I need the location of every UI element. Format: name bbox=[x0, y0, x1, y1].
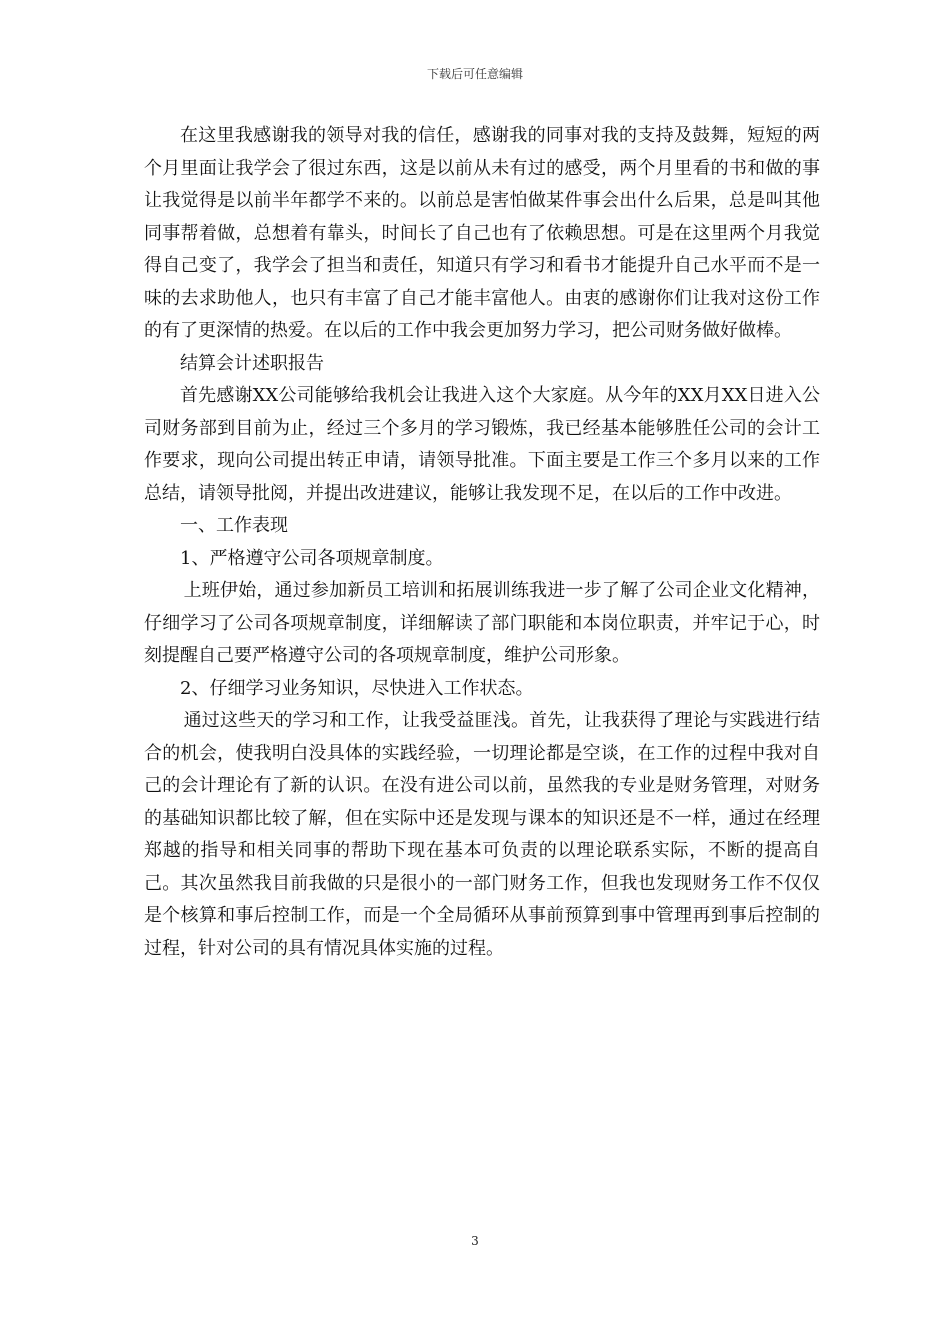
page-header: 下载后可任意编辑 bbox=[426, 67, 523, 81]
page-number: 3 bbox=[471, 1234, 479, 1248]
heading-item-1: 1、严格遵守公司各项规章制度。 bbox=[180, 547, 444, 569]
paragraph-gratitude: 在这里我感谢我的领导对我的信任，感谢我的同事对我的支持及鼓舞，短短的两个月里面让我学会了很过东西，这是以前从未有过的感受，两个月里看的书和做的事让我觉得是以前半年都学不来的。以前总是害怕做某件事会出什么后果，总是叫其他同事帮着做，总想着有靠头，时间长了自己也有了依赖思想。可是在这里两个月我觉得自己变了，我学会了担当和责任，知道只有学习和看书才能提升自己水平而不是一味的去求助他人，也只有丰富了自己才能丰富他人。由衷的感谢你们让我对这份工作的有了更深情的热爱。在以后的工作中我会更加努力学习，把公司财务做好做棒。 bbox=[144, 125, 820, 341]
section-title-report: 结算会计述职报告 bbox=[180, 352, 324, 374]
heading-item-2: 2、仔细学习业务知识，尽快进入工作状态。 bbox=[180, 677, 534, 699]
paragraph-intro: 首先感谢XX公司能够给我机会让我进入这个大家庭。从今年的XX月XX日进入公司财务部到目前为止，经过三个多月的学习锻炼，我已经基本能够胜任公司的会计工作要求，现向公司提出转正申请，请领导批准。下面主要是工作三个多月以来的工作总结，请领导批阅，并提出改进建议，能够让我发现不足，在以后的工作中改进。 bbox=[144, 385, 820, 504]
heading-work-performance: 一、工作表现 bbox=[180, 515, 288, 536]
paragraph-item-1: 上班伊始，通过参加新员工培训和拓展训练我进一步了解了公司企业文化精神，仔细学习了公司各项规章制度，详细解读了部门职能和本岗位职责，并牢记于心，时刻提醒自己要严格遵守公司的各项规章制度，维护公司形象。 bbox=[144, 580, 820, 666]
paragraph-item-2: 通过这些天的学习和工作，让我受益匪浅。首先，让我获得了理论与实践进行结合的机会，使我明白没具体的实践经验，一切理论都是空谈，在工作的过程中我对自己的会计理论有了新的认识。在没有进公司以前，虽然我的专业是财务管理，对财务的基础知识都比较了解，但在实际中还是发现与课本的知识还是不一样，通过在经理郑越的指导和相关同事的帮助下现在基本可负责的以理论联系实际，不断的提高自己。其次虽然我目前我做的只是很小的一部门财务工作，但我也发现财务工作不仅仅是个核算和事后控制工作，而是一个全局循环从事前预算到事中管理再到事后控制的过程，针对公司的具有情况具体实施的过程。 bbox=[144, 710, 820, 959]
document-body bbox=[144, 120, 820, 965]
